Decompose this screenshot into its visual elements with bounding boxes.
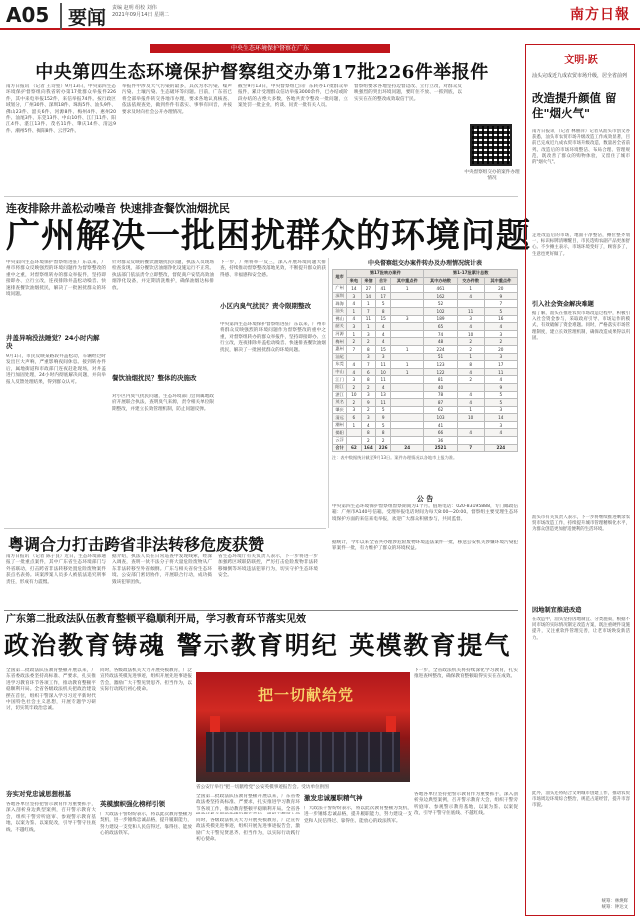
- table-cell: 24: [391, 444, 424, 452]
- story2-headline[interactable]: 广州解决一批困扰群众的环境问题: [6, 216, 531, 256]
- photo-banner-text: 把一切献给党: [257, 686, 354, 704]
- table-cell: 226: [376, 444, 391, 452]
- table-cell-city: 珠海: [333, 300, 347, 308]
- table-cell: 11: [376, 399, 391, 407]
- table-cell: [457, 421, 484, 429]
- masthead-meta-line1: 责编 赵明 组校 刘伟: [112, 5, 157, 11]
- table-cell: 2: [457, 376, 484, 384]
- table-cell: 2: [361, 338, 376, 346]
- table-cell: [391, 353, 424, 361]
- table-header: 合计: [376, 277, 391, 285]
- main-content: [0, 32, 531, 920]
- table-row: [333, 437, 518, 445]
- table-cell-city: 惠州: [333, 345, 347, 353]
- table-cell-city: 韶关: [333, 323, 347, 331]
- table-cell: 1: [457, 406, 484, 414]
- table-cell-city: 江门: [333, 376, 347, 384]
- table-cell: 4: [457, 292, 484, 300]
- table-row: [333, 414, 518, 422]
- photo-crowd: [206, 732, 400, 772]
- table-cell: 8: [361, 376, 376, 384]
- table-cell: [391, 406, 424, 414]
- table-group-b: 第1-17批累计总数: [424, 270, 518, 278]
- table-cell: 224: [424, 345, 457, 353]
- story3-body-c: 省生态环境厅有关负责人表示，下一步将进一步加强跨区域联防联控，严厉打击危险废物非法转移倾倒等环境违法犯罪行为，切实守护生态环境安全。: [218, 554, 318, 579]
- table-cell-city: 汕尾: [333, 353, 347, 361]
- story2-body-a-cont: 中央第四生态环境保护督察组进驻广东以来，广州市将群众反映强烈的环境问题作为督察整改的重中之重，对督察组转办的群众举报件，坚持即接即办、立行立改，连夜排除井盖松动噪音、快速排查餐饮油烟扰民，解决了一批困扰群众的环境问题。: [220, 322, 326, 353]
- table-cell: 51: [424, 353, 457, 361]
- table-row: [333, 383, 518, 391]
- table-cell: 11: [457, 307, 484, 315]
- story2-body-b: 9月1日，市民反映某路段井盖松动，车辆经过时发出巨大声响，严重影响夜间休息。接到转办件后，属地街道和市政部门连夜赶赴现场，对井盖进行加固处理，24小时内彻底解决问题，并向举报人反馈处理结果，得到群众认可。: [6, 354, 106, 385]
- table-row: [333, 330, 518, 338]
- table-row: [333, 399, 518, 407]
- table-cell: [391, 414, 424, 422]
- table-cell: [391, 307, 424, 315]
- divider: [4, 528, 326, 529]
- table-cell: 4: [457, 323, 484, 331]
- story4-body-c: 同时，各级政法机关大力开展英模教育，广泛宣传政法英模先进事迹，组织开展先进事迹报告会，激励广大干警见贤思齐、担当作为，以实际行动践行初心使命。: [100, 668, 192, 693]
- divider: [4, 196, 518, 197]
- table-cell: 1: [391, 361, 424, 369]
- story4-subhead2: 英模旗帜强化榜样引领: [100, 800, 165, 808]
- side-kicker: 汕头完成近九成农贸市场升级，居全省前列: [532, 73, 628, 79]
- table-cell: 2521: [424, 444, 457, 452]
- table-cell: 9: [361, 399, 376, 407]
- table-row: [333, 368, 518, 376]
- table-cell: 40: [424, 383, 457, 391]
- table-cell: [391, 300, 424, 308]
- table-header: 其中重点件: [484, 277, 517, 285]
- table-cell: [391, 323, 424, 331]
- table-title: 中央督察组交办案件转办及办理情况统计表: [367, 260, 482, 267]
- newspaper-logo: 南方日報: [570, 7, 630, 23]
- side-subhead1: 引入社会资金解决难题: [532, 301, 594, 308]
- table-cell: 10: [457, 330, 484, 338]
- story4-subhead3: 激发忠诚履职精气神: [304, 794, 363, 802]
- story2-kicker: 连夜排除井盖松动噪音 快速排查餐饮油烟扰民: [6, 202, 230, 215]
- table-cell: 4: [347, 300, 361, 308]
- table-cell: 36: [424, 437, 457, 445]
- page-number: A05: [6, 3, 50, 27]
- table-cell: 3: [484, 353, 517, 361]
- table-cell: [391, 421, 424, 429]
- table-cell: 2: [484, 338, 517, 346]
- table-cell: [484, 437, 517, 445]
- table-header: 其中重点件: [391, 277, 424, 285]
- table-cell-city: 广州: [333, 285, 347, 293]
- table-cell: 1: [361, 300, 376, 308]
- side-body-a: 南方日报讯 （记者 林丽萍）记者从汕头市创文办获悉，汕头市农贸市场升级改造工作成效显著，目前已完成近九成农贸市场升级改造，数量居全省前列。改造后的市场环境整洁、布局合理、管理规范，既改善了群众的购物体验，又留住了城市的"烟火气"。: [532, 129, 630, 166]
- masthead-meta: [112, 5, 232, 19]
- table-cell: 3: [361, 330, 376, 338]
- table-cell: 3: [484, 330, 517, 338]
- story2-body-c: 针对群众反映的餐饮油烟扰民问题，执法人员现场检查发现，部分餐饮店油烟净化设施运行不正常。执法部门依法责令立即整改，督促商户安装高效油烟净化设备，并定期清洗维护，确保油烟达标排放。: [112, 260, 214, 291]
- story4-body-b-cont: 各地各单位坚持把警示教育作为重要抓手，深入剖析身边典型案例，召开警示教育大会，组织干警旁听庭审、参观警示教育基地，以案为鉴、以案促改，引导干警守住底线、不越红线。: [414, 792, 518, 817]
- table-group-a: 第17批转办案件: [347, 270, 424, 278]
- top-story-body-b: 举报件中涉及大气污染的最多，其次为水污染、噪声污染、土壤污染、生态破坏等问题。目前，广东省已将全部举报件转交各地市办理，要求各地认真核查、依法依规查处，做到件件有落实、事事有回音，并按要求及时向社会公开办理情况。: [122, 84, 232, 115]
- table-cell: 4: [457, 429, 484, 437]
- table-cell: 164: [361, 444, 376, 452]
- top-story-banner: 中央生态环境保护督察在广东: [150, 44, 390, 53]
- table-cell: 62: [424, 406, 457, 414]
- table-cell: 4: [457, 391, 484, 399]
- masthead: [0, 0, 640, 30]
- table-cell: 7: [484, 300, 517, 308]
- table-cell: 17: [376, 292, 391, 300]
- qr-code-icon[interactable]: [470, 124, 512, 166]
- table-cell: 1: [361, 323, 376, 331]
- table-cell-city: 肇庆: [333, 406, 347, 414]
- table-row: [333, 376, 518, 384]
- table-cell: 1: [347, 307, 361, 315]
- table-cell: 2: [347, 338, 361, 346]
- qr-caption: 中央督察组交办的案件办理情况: [464, 170, 520, 181]
- table-cell: [391, 376, 424, 384]
- table-cell: [391, 292, 424, 300]
- story4-headline[interactable]: 政治教育铸魂 警示教育明纪 英模教育提气: [4, 631, 512, 660]
- top-story-body-d: 督察组要求各地坚持边督边改、立行立改，对群众反映强烈的突出环境问题，要盯住不放、一抓到底，以实实在在的整改成效取信于民。: [354, 84, 462, 102]
- story3-body-d: 据统计，今年以来全省共办理涉危险废物环境违法案件一批，移送公安机关涉嫌环境污染犯罪案件一批，有力维护了群众的环境权益。: [332, 540, 518, 552]
- story4-subhead1: 夯实对党忠诚思想根基: [6, 790, 71, 798]
- table-cell: 189: [424, 315, 457, 323]
- table-cell: 3: [376, 353, 391, 361]
- table-cell: 16: [484, 315, 517, 323]
- side-footer-line2: 统筹：钟达文: [601, 905, 628, 910]
- table-cell: 1: [457, 285, 484, 293]
- story4-body-d-cont: 广大政法干警纷纷表示，将以此次教育整顿为契机，进一步锤炼忠诚品格，提升履职能力，努力建设一支党和人民信得过、靠得住、能放心的政法铁军。: [304, 806, 412, 824]
- side-footer: [602, 899, 628, 911]
- table-cell-city: 茂名: [333, 399, 347, 407]
- table-cell: 4: [484, 429, 517, 437]
- story4-bar: 广东第二批政法队伍教育整顿平稳顺利开局，学习教育环节落实见效: [6, 614, 306, 625]
- table-header: 来信: [361, 277, 376, 285]
- table-cell: 81: [424, 376, 457, 384]
- table-cell: 3: [361, 414, 376, 422]
- table-cell: 4: [376, 383, 391, 391]
- table-row: [333, 307, 518, 315]
- table-cell: 6: [347, 414, 361, 422]
- table-cell: 10: [376, 368, 391, 376]
- table-cell: 5: [484, 307, 517, 315]
- table-cell: 15: [376, 345, 391, 353]
- table-cell: 4: [484, 376, 517, 384]
- side-headline[interactable]: 改造提升颜值 留住"烟火气": [532, 91, 617, 120]
- table-cell: 3: [484, 421, 517, 429]
- table-cell: 4: [376, 323, 391, 331]
- top-story-headline[interactable]: 中央第四生态环境保护督察组交办第17批226件举报件: [35, 62, 489, 83]
- divider: [4, 610, 518, 611]
- table-cell: 66: [424, 429, 457, 437]
- table-cell: 7: [457, 444, 484, 452]
- table-row: [333, 292, 518, 300]
- story3-body-a: 南方日报讯 （记者 陈子良）近日，生态环境部通报了一批重点案件，其中广东省生态环境部门与外省联动，打击跨省非法转移处置危险废物案件获点名表扬。该案涉案人员多人被依法追究刑事责任，形成有力震慑。: [6, 554, 106, 585]
- table-header-city: 地市: [333, 270, 347, 285]
- table-cell: 1: [457, 353, 484, 361]
- table-cell: 7: [361, 307, 376, 315]
- announcement-body: 中央第四生态环境保护督察组督察期间为1个月。值班电话：020-83195888，专门邮政信箱：广州市A140号信箱。受理举报电话时间为每天8:00—20:00。督察组主要受理生态环境保护方面的来信来电举报，欢迎广大群众积极参与，共同监督。: [332, 504, 518, 522]
- table-cell: 52: [424, 300, 457, 308]
- table-cell-city: 云浮: [333, 437, 347, 445]
- table-cell: 4: [457, 399, 484, 407]
- side-body-c: 据了解，汕头在推进农贸市场改造过程中，积极引入社会资金参与，采取政府引导、市场运作的模式，有效破解了资金难题。同时，严格落实市场管理制度，建立长效管理机制，确保改造成果得以巩固。: [532, 311, 630, 341]
- table-row: [333, 345, 518, 353]
- table-cell: 2: [361, 383, 376, 391]
- table-cell-city: 合计: [333, 444, 347, 452]
- table-header: 来电: [347, 277, 361, 285]
- table-cell: 122: [424, 368, 457, 376]
- table-cell: 3: [347, 376, 361, 384]
- table-cell-city: 阳江: [333, 383, 347, 391]
- table-cell: 2: [347, 399, 361, 407]
- table-cell: [391, 429, 424, 437]
- table-cell: 14: [347, 285, 361, 293]
- table-row: [333, 406, 518, 414]
- masthead-meta-line2: 2021年09月14日 星期二: [112, 12, 170, 18]
- table-cell: 3: [457, 315, 484, 323]
- column-divider: [328, 258, 329, 528]
- table-cell: [391, 383, 424, 391]
- table-cell: 5: [376, 300, 391, 308]
- table-cell: 3: [361, 353, 376, 361]
- table-cell: [391, 338, 424, 346]
- table-cell: 9: [484, 292, 517, 300]
- table-cell: 2: [361, 406, 376, 414]
- table-cell: [391, 437, 424, 445]
- table-cell: 5: [484, 399, 517, 407]
- side-body-f: 此外，汕头还将结合文明城市创建工作，推动农贸市场周边环境综合整治，规范占道经营，提升市容市貌。: [532, 791, 630, 809]
- table-cell: 123: [424, 361, 457, 369]
- table-row: [333, 421, 518, 429]
- table-cell: 78: [424, 391, 457, 399]
- table-cell-city: 中山: [333, 368, 347, 376]
- table-cell: [391, 399, 424, 407]
- table-cell: 17: [484, 361, 517, 369]
- story2-subhead1: 井盖异响没法睡觉？24小时内解决: [6, 334, 100, 350]
- table-cell: [391, 391, 424, 399]
- story4-photo[interactable]: [196, 672, 410, 782]
- table-cell: 103: [424, 414, 457, 422]
- table-cell: 41: [376, 285, 391, 293]
- table-cell: 1: [391, 285, 424, 293]
- table-cell: 8: [376, 429, 391, 437]
- photo-caption: 省公安厅举行"把一切献给党"公安英模事迹报告会。受访单位供图: [196, 785, 329, 790]
- table-cell: 4: [457, 368, 484, 376]
- table-cell: 2: [457, 345, 484, 353]
- story4-body-b: 各地各单位坚持把警示教育作为重要抓手，深入剖析身边典型案例，召开警示教育大会，组织干警旁听庭审、参观警示教育基地，以案为鉴、以案促改，引导干警守住底线、不越红线。: [6, 802, 96, 833]
- table-row: [333, 444, 518, 452]
- table-cell: 3: [347, 406, 361, 414]
- table-header: 交办件数: [457, 277, 484, 285]
- table-cell: 14: [484, 414, 517, 422]
- table-cell: 5: [376, 406, 391, 414]
- story4-body-e: 下一步，全省政法机关将持续深化学习教育，扎实推进查纠整改，确保教育整顿取得实实在在成效。: [414, 668, 518, 680]
- table-cell: 10: [347, 391, 361, 399]
- table-cell: 8: [361, 345, 376, 353]
- table-cell: [347, 437, 361, 445]
- table-row: [333, 361, 518, 369]
- table-cell: 4: [376, 330, 391, 338]
- table-cell-city: 深圳: [333, 292, 347, 300]
- table-cell: 4: [361, 421, 376, 429]
- table-body: [333, 285, 518, 452]
- table-cell-city: 汕头: [333, 307, 347, 315]
- table-cell: 11: [484, 368, 517, 376]
- table-cell: 2: [347, 383, 361, 391]
- top-story-body-c: 截至9月13日，中央督察组已向广东转办17批群众举报件，累计受理群众信访举报3000余件，已办结或阶段办结的占绝大多数，各地共责令整改一批问题，立案处罚一批企业，约谈、问责一批有关人员。: [238, 84, 348, 109]
- table-cell: 2: [376, 437, 391, 445]
- table-cell: 27: [361, 285, 376, 293]
- side-footer-line1: 统筹：林焕辉: [601, 899, 628, 904]
- story2-body-d: 对小区内臭气扰民问题，生态环境部门会同属地政府开展联合执法，查明臭气来源，责令相关单位限期整改，并建立长效管理机制，防止问题反弹。: [112, 394, 214, 412]
- table-cell: 9: [376, 414, 391, 422]
- table-cell: 11: [376, 361, 391, 369]
- side-column-tag: 文明·跃: [564, 55, 598, 66]
- table-cell: 3: [347, 292, 361, 300]
- table-cell: 8: [376, 307, 391, 315]
- table-cell: 3: [484, 406, 517, 414]
- story2-body-a: 中央第四生态环境保护督察组进驻广东以来，广州市将群众反映强烈的环境问题作为督察整改的重中之重，对督察组转办的群众举报件，坚持即接即办、立行立改，连夜排除井盖松动噪音、快速排查餐饮油烟扰民，解决了一批困扰群众的环境问题。: [6, 260, 106, 298]
- table-cell: 48: [424, 338, 457, 346]
- side-body-d: 在改造中，汕头坚持因地制宜、分类施策，根据不同市场的实际情况制定改造方案，既注重硬件设施提升，又注重软件管理完善，让老市场焕发新活力。: [532, 617, 630, 641]
- table-cell: 14: [361, 292, 376, 300]
- story3-headline[interactable]: 粤调合力打击跨省非法转移危废获赞: [8, 535, 265, 554]
- table-cell: 461: [424, 285, 457, 293]
- table-cell: 15: [376, 315, 391, 323]
- table-cell: [347, 429, 361, 437]
- table-cell: 4: [484, 323, 517, 331]
- table-cell: 162: [424, 292, 457, 300]
- story4-body-c-cont: 同时，各级政法机关大力开展英模教育，广泛宣传政法英模先进事迹，组织开展先进事迹报告会，激励广大干警见贤思齐、担当作为，以实际行动践行初心使命。: [196, 818, 300, 843]
- table-note: 注：表中数据统计截至9月13日。案件办理情况以各地市上报为准。: [332, 455, 458, 461]
- table-cell: 2: [361, 437, 376, 445]
- table-row: [333, 315, 518, 323]
- table-cell: 1: [347, 421, 361, 429]
- table-cell: 3: [361, 391, 376, 399]
- top-story-body-a: 南方日报讯 （记者 王诗堃）9月13日，中央第四生态环境保护督察组向我省转办第17批群众举报件226件，其中来电举报152件，来信举报74件。按行政区域划分，广州30件、深圳18件、珠海5件、汕头9件、佛山23件、韶关6件、河源8件、梅州4件、惠州20件、汕尾3件、东莞13件、中山10件、江门11件、阳江4件、湛江13件、茂名11件、肇庆14件、清远9件、潮州5件、揭阳8件、云浮2件。: [6, 84, 116, 134]
- table-cell: 20: [484, 285, 517, 293]
- table-row: [333, 338, 518, 346]
- table-cell: 6: [361, 368, 376, 376]
- table-cell: 1: [347, 330, 361, 338]
- story2-subhead3: 小区内臭气扰民？责令限期整改: [220, 302, 311, 310]
- story4-body-a-cont: 全国第二批政法队伍教育整顿开展以来，广东省委政法委坚持高标准、严要求，扎实推进学习教育环节各项工作，推动教育整顿平稳顺利开局。全省各: [196, 794, 300, 812]
- table-cell: 87: [424, 399, 457, 407]
- table-cell-city: 河源: [333, 330, 347, 338]
- table-cell: 4: [347, 315, 361, 323]
- table-cell: 11: [376, 376, 391, 384]
- table-cell: 8: [457, 361, 484, 369]
- table-cell: 62: [347, 444, 361, 452]
- table-cell: 224: [484, 444, 517, 452]
- table-row: [333, 429, 518, 437]
- statistics-table: [332, 258, 518, 488]
- story4-body-d: 广大政法干警纷纷表示，将以此次教育整顿为契机，进一步锤炼忠诚品格，提升履职能力，努力建设一支党和人民信得过、靠得住、能放心的政法铁军。: [100, 812, 192, 837]
- table-cell: 41: [424, 421, 457, 429]
- table-cell: 11: [361, 315, 376, 323]
- side-body-e: 汕头市有关负责人表示，下一步将继续推进剩余农贸市场改造工作，持续提升城市管理精细化水平，为群众创造更加舒适便利的生活环境。: [532, 515, 630, 533]
- story4-body-a: 全国第二批政法队伍教育整顿开展以来，广东省委政法委坚持高标准、严要求，扎实推进学习教育环节各项工作，推动教育整顿平稳顺利开局。全省各级政法机关把政治建设摆在首位，组织干警深入学习习近平新时代中国特色社会主义思想，开展专题学习研讨，切实筑牢政治忠诚。: [6, 668, 96, 712]
- table-cell: 5: [376, 421, 391, 429]
- story2-subhead2: 餐饮油烟扰民？整体的决施改: [112, 374, 197, 382]
- table-cell: 7: [347, 345, 361, 353]
- side-subhead2: 因地制宜推进改造: [532, 607, 582, 614]
- table-cell-city: 东莞: [333, 361, 347, 369]
- table-cell: 2: [457, 338, 484, 346]
- table-cell: 8: [361, 429, 376, 437]
- story3-body-b: 据介绍，执法人员在日常巡查中发现线索，经深入调查，查明一伙不法分子将大量危险废物从广东非法转移至外省倾倒。广东与相关省份生态环境、公安部门密切协作，开展联合行动，成功捣毁该犯罪团伙。: [112, 554, 212, 585]
- table-cell: [347, 353, 361, 361]
- table-row: [333, 353, 518, 361]
- table-cell: 1: [391, 345, 424, 353]
- table-cell: 7: [361, 361, 376, 369]
- table-cell-city: 湛江: [333, 391, 347, 399]
- table-cell: 74: [424, 330, 457, 338]
- table-cell: 102: [424, 307, 457, 315]
- table-cell-city: 佛山: [333, 315, 347, 323]
- table-cell: 4: [376, 338, 391, 346]
- table-cell: 13: [376, 391, 391, 399]
- side-body-b: 走进改造后的市场，地面干净整洁，摊位整齐划一，标识标牌清晰醒目，市民选购农副产品更加舒心。不少摊主表示，市场环境变好了，顾客多了，生意也更好做了。: [532, 233, 630, 257]
- table-header: 其中办结数: [424, 277, 457, 285]
- table-row: [333, 323, 518, 331]
- section-name: 要闻: [60, 3, 106, 30]
- table-cell: 3: [347, 323, 361, 331]
- table-cell-city: 清远: [333, 414, 347, 422]
- table-row: [333, 285, 518, 293]
- table-row: [333, 300, 518, 308]
- data-table: [332, 269, 518, 452]
- table-cell: 10: [457, 414, 484, 422]
- table-cell: [457, 437, 484, 445]
- table-cell: 20: [484, 345, 517, 353]
- table-cell: 4: [347, 361, 361, 369]
- table-cell: 5: [484, 391, 517, 399]
- table-cell: [457, 300, 484, 308]
- story2-body-e: 下一步，广州将举一反三，深入开展环境问题大排查，持续推动督察整改落地见效，不断提升群众的获得感、幸福感和安全感。: [220, 260, 326, 278]
- table-cell: 9: [484, 383, 517, 391]
- table-cell-city: 潮州: [333, 421, 347, 429]
- table-cell: 4: [347, 368, 361, 376]
- table-cell-city: 揭阳: [333, 429, 347, 437]
- table-cell: 65: [424, 323, 457, 331]
- table-cell-city: 梅州: [333, 338, 347, 346]
- table-row: [333, 391, 518, 399]
- side-column: [525, 44, 635, 916]
- table-cell: [391, 330, 424, 338]
- table-cell: 3: [391, 315, 424, 323]
- table-cell: 1: [391, 368, 424, 376]
- table-cell: [457, 383, 484, 391]
- announcement-title: 公 告: [416, 495, 434, 503]
